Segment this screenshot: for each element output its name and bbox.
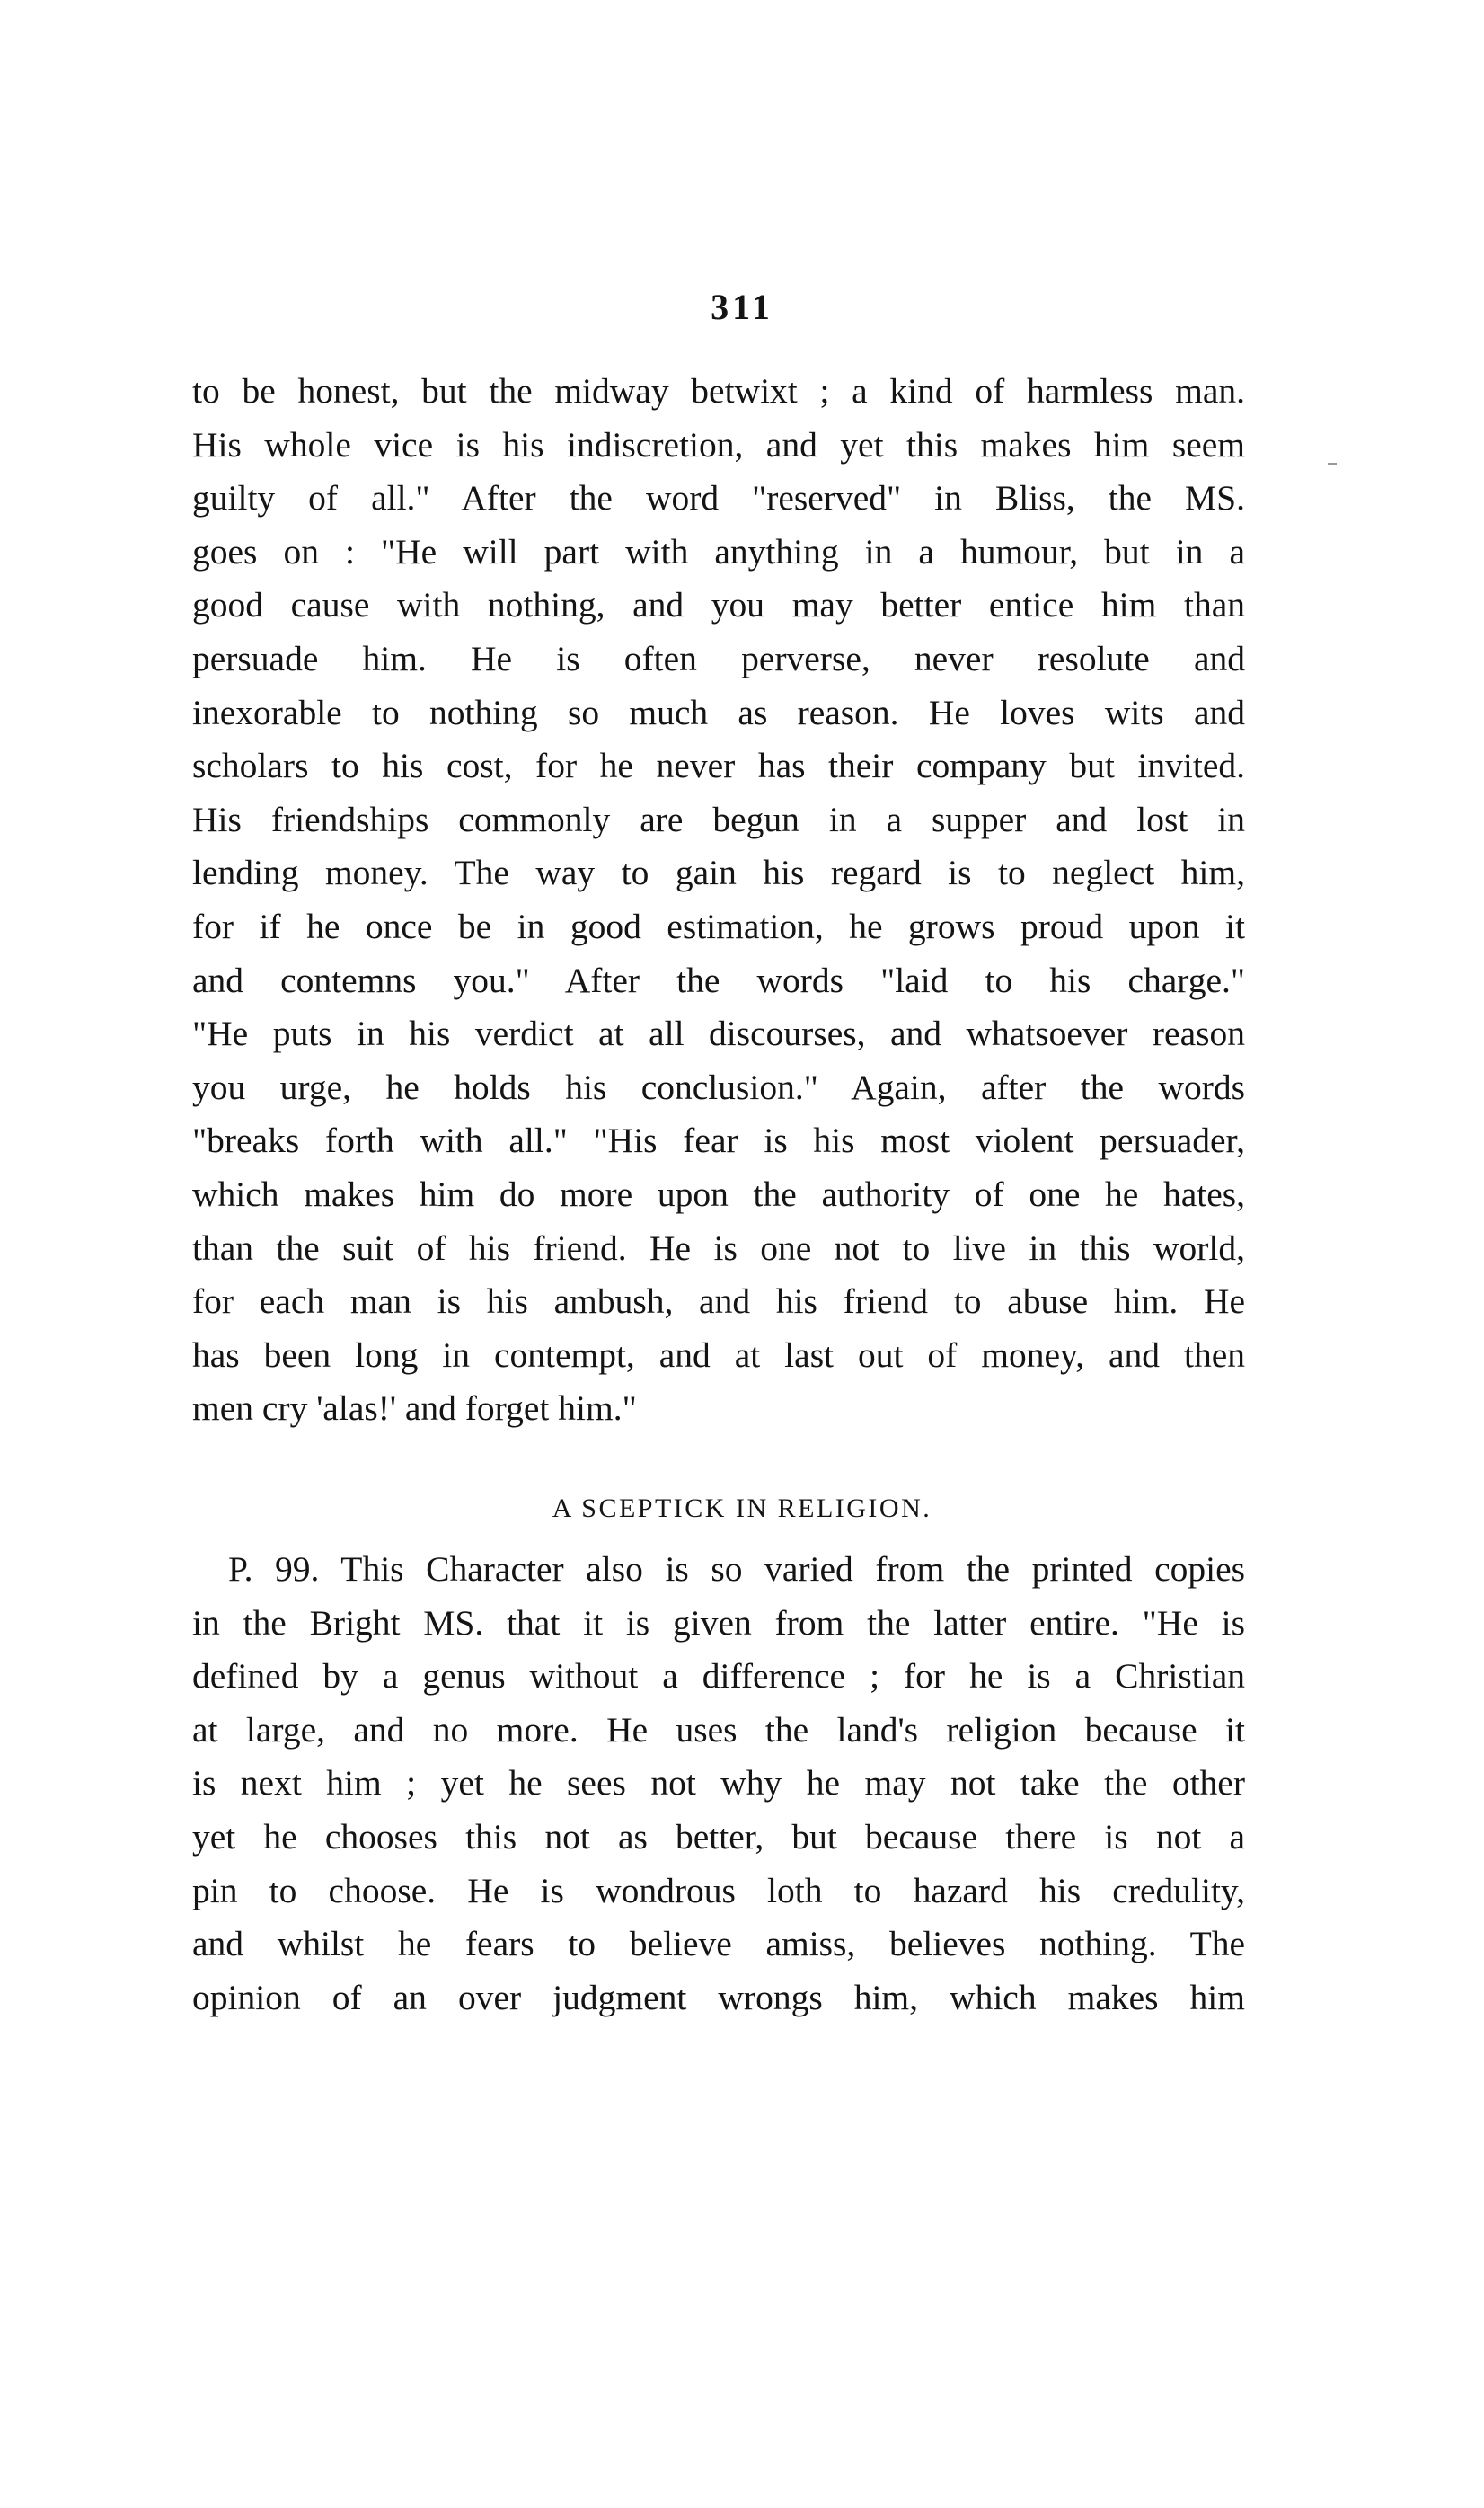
text-line: His friendships commonly are begun in a supper and lost in [192, 799, 1245, 839]
text-line: men cry 'alas!' and forget him." [192, 1388, 637, 1429]
text-line: inexorable to nothing so much as reason. He loves wits and [192, 692, 1245, 732]
text-line: is next him ; yet he sees not why he may not take the other [192, 1763, 1245, 1803]
text-line: to be honest, but the midway betwixt ; a kind of harmless man. [192, 371, 1245, 411]
page-number: 311 [711, 287, 773, 327]
text-line: His whole vice is his indiscretion, and yet this makes him seem [192, 424, 1245, 465]
text-line: and contemns you." After the words "laid to his charge." [192, 960, 1245, 1000]
text-line: for each man is his ambush, and his friend to abuse him. He [192, 1281, 1245, 1322]
continuation-paragraph [192, 365, 1245, 1436]
text-line: good cause with nothing, and you may better entice him than [192, 585, 1245, 625]
text-line: which makes him do more upon the authority of one he hates, [192, 1174, 1245, 1214]
text-line: yet he chooses this not as better, but because there is not a [192, 1816, 1245, 1857]
text-line: "He puts in his verdict at all discourses, and whatsoever reason [192, 1014, 1245, 1054]
text-line: lending money. The way to gain his regard is to neglect him, [192, 853, 1245, 893]
text-line: defined by a genus without a difference ; for he is a Christian [192, 1656, 1245, 1697]
text-line: you urge, he holds his conclusion." Again, after the words [192, 1067, 1245, 1107]
text-line: P. 99. This Character also is so varied from the printed copies [228, 1549, 1245, 1589]
text-line: opinion of an over judgment wrongs him, which makes him [192, 1977, 1245, 2017]
text-line: pin to choose. He is wondrous loth to hazard his credulity, [192, 1870, 1245, 1910]
text-line: goes on : "He will part with anything in a humour, but in a [192, 531, 1245, 572]
text-line: in the Bright MS. that it is given from the latter entire. "He is [192, 1602, 1245, 1643]
text-line: and whilst he fears to believe amiss, believes nothing. The [192, 1924, 1245, 1964]
text-line: has been long in contempt, and at last out of money, and then [192, 1334, 1245, 1375]
text-line: scholars to his cost, for he never has their company but invited. [192, 746, 1245, 786]
text-line: at large, and no more. He uses the land's religion because it [192, 1709, 1245, 1750]
text-line: for if he once be in good estimation, he grows proud upon it [192, 906, 1245, 946]
text-line: guilty of all." After the word "reserved" in Bliss, the MS. [192, 478, 1245, 518]
section-paragraph [192, 1543, 1245, 2025]
section-heading: A SCEPTICK IN RELIGION. [552, 1493, 932, 1523]
text-line: "breaks forth with all." "His fear is his most violent persuader, [192, 1121, 1245, 1161]
text-line: than the suit of his friend. He is one not to live in this world, [192, 1227, 1245, 1268]
margin-mark [1328, 463, 1337, 465]
text-line: persuade him. He is often perverse, never resolute and [192, 638, 1245, 678]
